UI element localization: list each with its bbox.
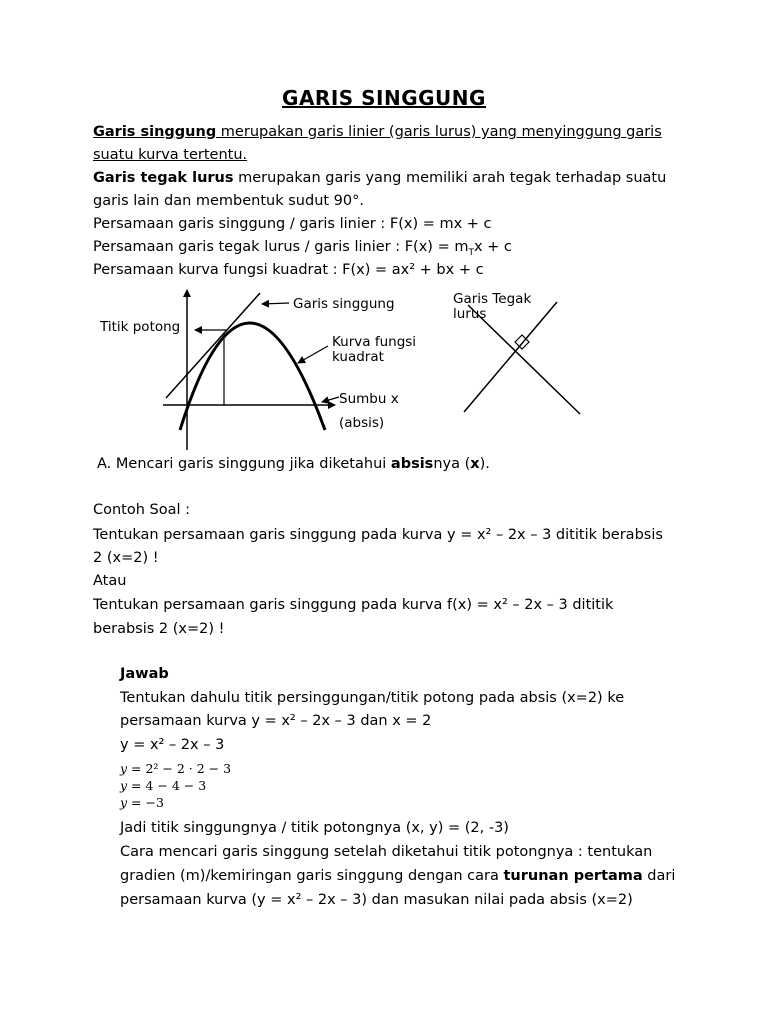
tangent-line — [166, 293, 260, 398]
page-title: GARIS SINGGUNG — [282, 86, 486, 110]
def-gtl-text: merupakan garis yang memiliki arah tegak terhadap suatu — [233, 170, 667, 186]
math-step-2-var: y — [120, 778, 128, 793]
atau-text: Atau — [93, 573, 127, 589]
term-garis-tegak-lurus: Garis tegak lurus — [93, 170, 234, 186]
term-garis-singgung: Garis singgung — [93, 124, 217, 140]
jawab-line6-c: dari — [642, 868, 676, 884]
parabola-curve — [180, 323, 325, 430]
contoh-soal-heading: Contoh Soal : — [93, 502, 191, 518]
section-a-absis: absis — [390, 456, 434, 472]
math-step-2-expr: = 4 − 4 − 3 — [127, 778, 207, 793]
math-step-2 — [120, 778, 206, 794]
equation-kurva-kuadrat: Persamaan kurva fungsi kuadrat : F(x) = ax² + bx + c — [93, 262, 484, 278]
section-a-x: x — [470, 456, 480, 472]
math-step-1-expr: = 2² − 2 · 2 − 3 — [127, 761, 232, 776]
jawab-line4: Jadi titik singgungnya / titik potongnya (x, y) = (2, -3) — [120, 820, 509, 836]
section-a-prefix: A. Mencari garis singgung jika diketahui — [97, 456, 391, 472]
math-step-3-var: y — [120, 795, 128, 810]
label-garis-singgung: Garis singgung — [293, 296, 395, 312]
math-step-3 — [120, 795, 164, 811]
eq2-part-a: Persamaan garis tegak lurus / garis linier : F(x) = m — [93, 239, 469, 255]
equation-garis-singgung: Persamaan garis singgung / garis linier : F(x) = mx + c — [93, 216, 492, 232]
arrow-kurva — [298, 346, 328, 363]
def-gs-line2: suatu kurva tertentu. — [93, 147, 248, 163]
jawab-line2: persamaan kurva y = x² – 2x – 3 dan x = 2 — [120, 713, 432, 729]
label-kurva-line2: kuadrat — [332, 349, 384, 365]
label-sumbu-x: Sumbu x — [339, 391, 399, 407]
question-2-line2: berabsis 2 (x=2) ! — [93, 621, 225, 637]
question-2-line1: Tentukan persamaan garis singgung pada kurva f(x) = x² – 2x – 3 dititik — [93, 597, 614, 613]
label-titik-potong: Titik potong — [100, 319, 181, 335]
jawab-line6 — [120, 865, 675, 888]
jawab-line1: Tentukan dahulu titik persinggungan/titik potong pada absis (x=2) ke — [120, 690, 625, 706]
arrow-garis-singgung — [262, 303, 289, 304]
section-a-heading — [97, 453, 490, 476]
eq2-subscript: T — [468, 247, 474, 258]
label-kurva-line1: Kurva fungsi — [332, 334, 417, 350]
def-gs-text: merupakan garis linier (garis lurus) yang menyinggung garis — [216, 124, 662, 140]
math-step-1-var: y — [120, 761, 128, 776]
jawab-line5: Cara mencari garis singgung setelah diketahui titik potongnya : tentukan — [120, 844, 653, 860]
math-step-3-expr: = −3 — [127, 795, 164, 810]
def-gtl-line2: garis lain dan membentuk sudut 90°. — [93, 193, 364, 209]
jawab-heading: Jawab — [120, 666, 169, 682]
section-a-mid: nya ( — [433, 456, 471, 472]
math-step-1 — [120, 761, 231, 777]
section-a-suffix: ). — [479, 456, 490, 472]
arrow-sumbu-x — [322, 397, 339, 402]
question-1-line1: Tentukan persamaan garis singgung pada kurva y = x² – 2x – 3 dititik berabsis — [93, 527, 663, 543]
question-1-line2: 2 (x=2) ! — [93, 550, 159, 566]
label-absis: (absis) — [339, 415, 385, 431]
label-lurus: lurus — [453, 306, 487, 322]
eq2-part-b: x + c — [473, 239, 512, 255]
label-garis-tegak: Garis Tegak — [453, 291, 532, 307]
jawab-turunan-pertama: turunan pertama — [503, 868, 643, 884]
jawab-line6-a: gradien (m)/kemiringan garis singgung dengan cara — [120, 868, 504, 884]
jawab-line7: persamaan kurva (y = x² – 2x – 3) dan masukan nilai pada absis (x=2) — [120, 892, 633, 908]
jawab-equation: y = x² – 2x – 3 — [120, 737, 225, 753]
